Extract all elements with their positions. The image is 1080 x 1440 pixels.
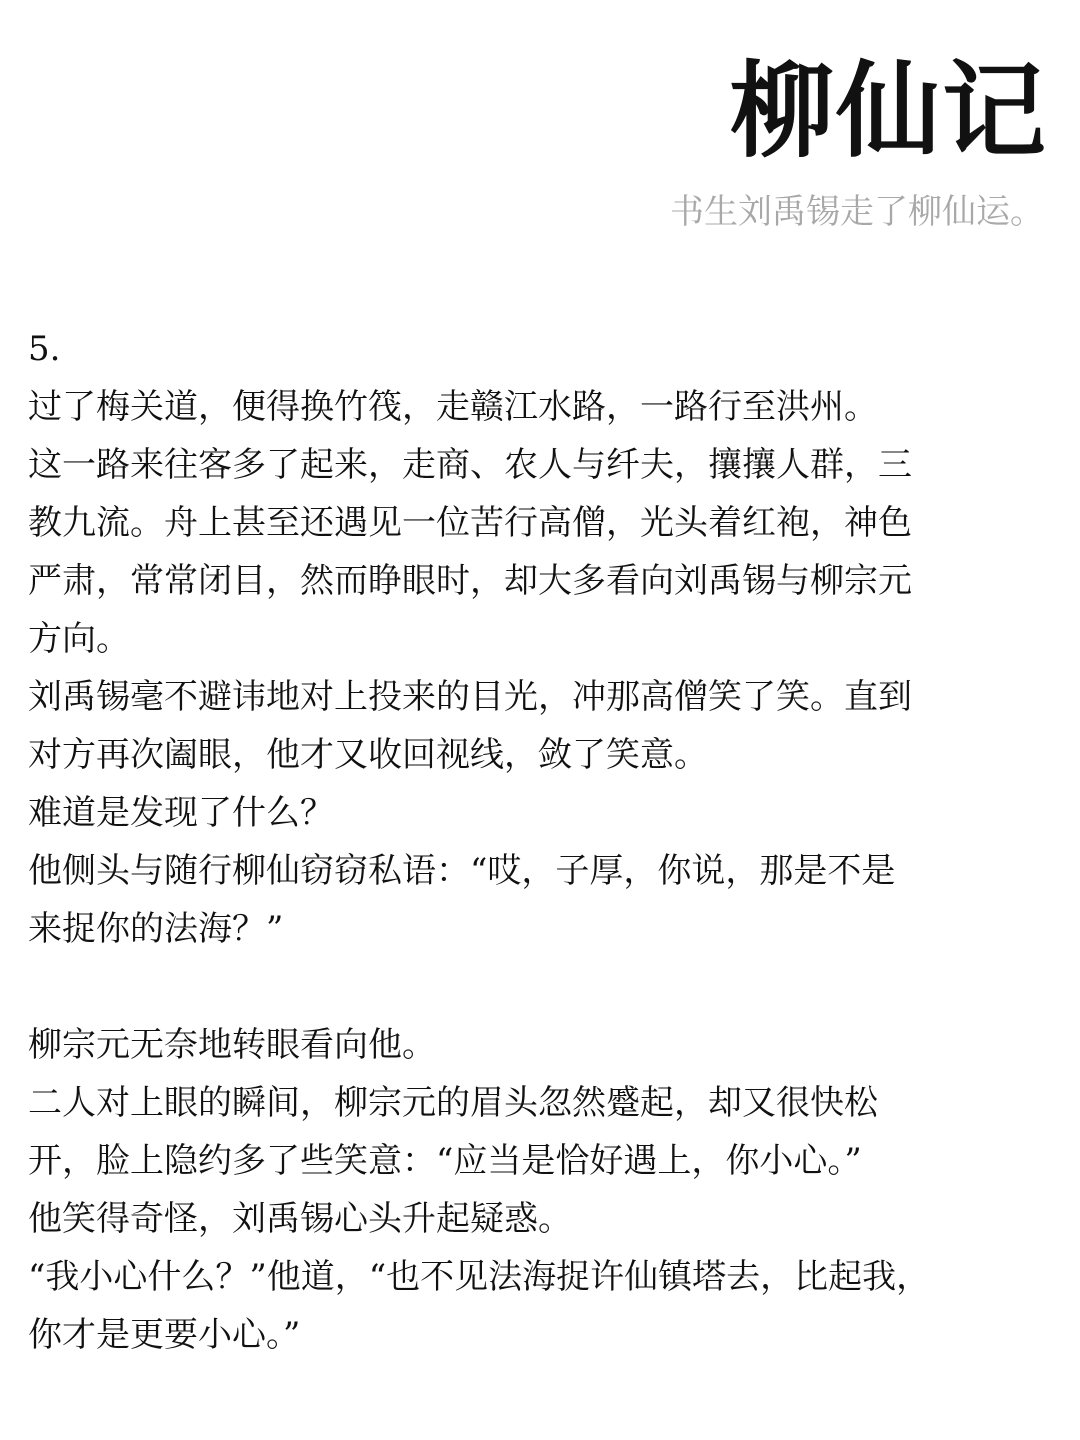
- page-subtitle: 书生刘禹锡走了柳仙运。: [670, 192, 1044, 232]
- text-line: 开，脸上隐约多了些笑意：“应当是恰好遇上，你小心。”: [28, 1141, 862, 1181]
- paragraph-spacer: [28, 958, 1058, 1016]
- story-body: [28, 320, 1058, 1364]
- text-line: 方向。: [28, 619, 130, 659]
- text-line: 严肃，常常闭目，然而睁眼时，却大多看向刘禹锡与柳宗元: [28, 561, 912, 601]
- text-line: 这一路来往客多了起来，走商、农人与纤夫，攘攘人群，三: [28, 445, 912, 485]
- text-line: 对方再次阖眼，他才又收回视线，敛了笑意。: [28, 735, 708, 775]
- text-line: “我小心什么？”他道，“也不见法海捉许仙镇塔去，比起我，: [28, 1257, 931, 1297]
- text-line: 你才是更要小心。”: [28, 1315, 301, 1355]
- text-line: 教九流。舟上甚至还遇见一位苦行高僧，光头着红袍，神色: [28, 503, 912, 543]
- text-line: 来捉你的法海？”: [28, 909, 284, 949]
- text-line: 他侧头与随行柳仙窃窃私语：“哎，子厚，你说，那是不是: [28, 851, 896, 891]
- page-title: 柳仙记: [729, 49, 1048, 172]
- text-line: 难道是发现了什么？: [28, 793, 334, 833]
- text-line: 过了梅关道，便得换竹筏，走赣江水路，一路行至洪州。: [28, 387, 878, 427]
- text-line: 柳宗元无奈地转眼看向他。: [28, 1025, 436, 1065]
- text-line: 他笑得奇怪，刘禹锡心头升起疑惑。: [28, 1199, 572, 1239]
- text-line: 二人对上眼的瞬间，柳宗元的眉头忽然蹙起，却又很快松: [28, 1083, 878, 1123]
- chapter-number: 5.: [28, 329, 61, 369]
- text-line: 刘禹锡毫不避讳地对上投来的目光，冲那高僧笑了笑。直到: [28, 677, 912, 717]
